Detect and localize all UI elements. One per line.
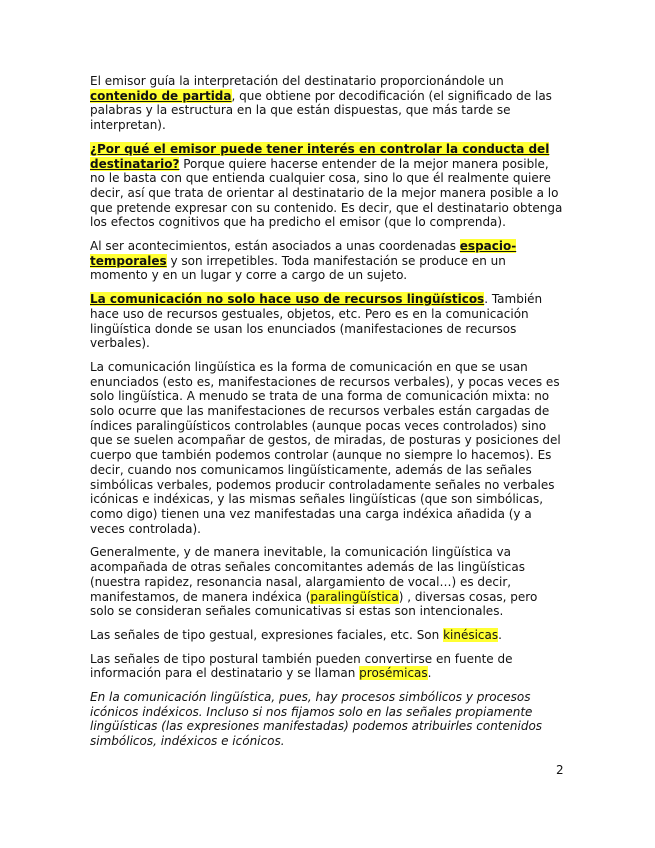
- text-run: Al ser acontecimientos, están asociados a unas coordenadas: [90, 239, 460, 254]
- highlighted-term: contenido de partida: [90, 88, 232, 103]
- paragraph-7: [90, 628, 564, 643]
- highlighted-term: La comunicación no solo hace uso de recursos lingüísticos: [90, 292, 485, 307]
- text-run: Porque quiere hacerse entender de la mejor manera posible, no le basta con que entienda cualquier cosa, sino lo que él realmente quiere decir, así que trata de orientar al destinatario de la mejor manera posible a lo que pretende expresar con su contenido. Es decir, que el destinatario obtenga los efectos cognitivos que ha predicho el emisor (que lo comprenda).: [90, 156, 563, 230]
- paragraph-1: [90, 74, 564, 133]
- text-run: ) , diversas cosas, pero solo se consideran señales comunicativas si estas son intencionales.: [90, 589, 538, 619]
- text-run: y son irrepetibles. Toda manifestación se produce en un momento y en un lugar y corre a cargo de un sujeto.: [90, 253, 506, 283]
- document-body: [90, 74, 564, 758]
- text-run: Las señales de tipo gestual, expresiones faciales, etc. Son: [90, 627, 444, 642]
- highlighted-term: espacio-temporales: [90, 239, 517, 268]
- text-run: .: [498, 627, 502, 642]
- page-number: 2: [556, 763, 564, 777]
- highlighted-term: kinésicas: [443, 627, 499, 642]
- text-run: Generalmente, y de manera inevitable, la comunicación lingüística va acompañada de otras señales concomitantes además de las lingüísticas (nuestra rapidez, resonancia nasal, alargamiento de vocal…) es decir, manifestamos, de manera indéxica (: [90, 545, 525, 604]
- paragraph-6: [90, 545, 564, 619]
- paragraph-8: [90, 652, 564, 681]
- highlighted-question: ¿Por qué el emisor puede tener interés en controlar la conducta del destinatario?: [90, 141, 550, 171]
- text-run: El emisor guía la interpretación del destinatario proporcionándole un: [90, 74, 504, 88]
- text-run: , que obtiene por decodificación (el significado de las palabras y la estructura en la que están dispuestas, que más tarde se interpretan).: [90, 88, 552, 133]
- text-run: La comunicación lingüística es la forma de comunicación en que se usan enunciados (esto es, manifestaciones de recursos verbales), y pocas veces es solo lingüística. A menudo se trata de una forma de comunicación mixta: no solo ocurre que las manifestaciones de recursos verbales están cargadas de índices paralingüísticos controlables (aunque pocas veces controlados) sino que se suelen acompañar de gestos, de miradas, de posturas y posiciones del cuerpo que también podemos controlar (aunque no siempre lo hacemos). Es decir, cuando nos comunicamos lingüísticamente, además de las señales simbólicas verbales, podemos producir controladamente señales no verbales icónicas e indéxicas, y las mismas señales lingüísticas (que son simbólicas, como digo) tienen una vez manifestadas una carga indéxica añadida (y a veces controlada).: [90, 359, 561, 536]
- text-run: Las señales de tipo postural también pueden convertirse en fuente de información para el destinatario y se llaman: [90, 651, 513, 681]
- paragraph-5: [90, 360, 564, 536]
- text-run: .: [427, 666, 432, 681]
- paragraph-2: [90, 142, 564, 230]
- highlighted-term: paralingüística: [310, 589, 399, 604]
- paragraph-9-italic: [90, 690, 564, 749]
- paragraph-3: [90, 239, 564, 283]
- text-run: . También hace uso de recursos gestuales, objetos, etc. Pero es en la comunicación lingüística donde se usan los enunciados (manifestaciones de recursos verbales).: [90, 292, 543, 351]
- highlighted-term: prosémicas: [359, 666, 428, 681]
- paragraph-4: [90, 292, 564, 351]
- italic-summary: En la comunicación lingüística, pues, hay procesos simbólicos y procesos icónicos indéxicos. Incluso si nos fijamos solo en las señales propiamente lingüísticas (las expresiones manifestadas) podemos atribuirles contenidos simbólicos, indéxicos e icónicos.: [90, 690, 543, 749]
